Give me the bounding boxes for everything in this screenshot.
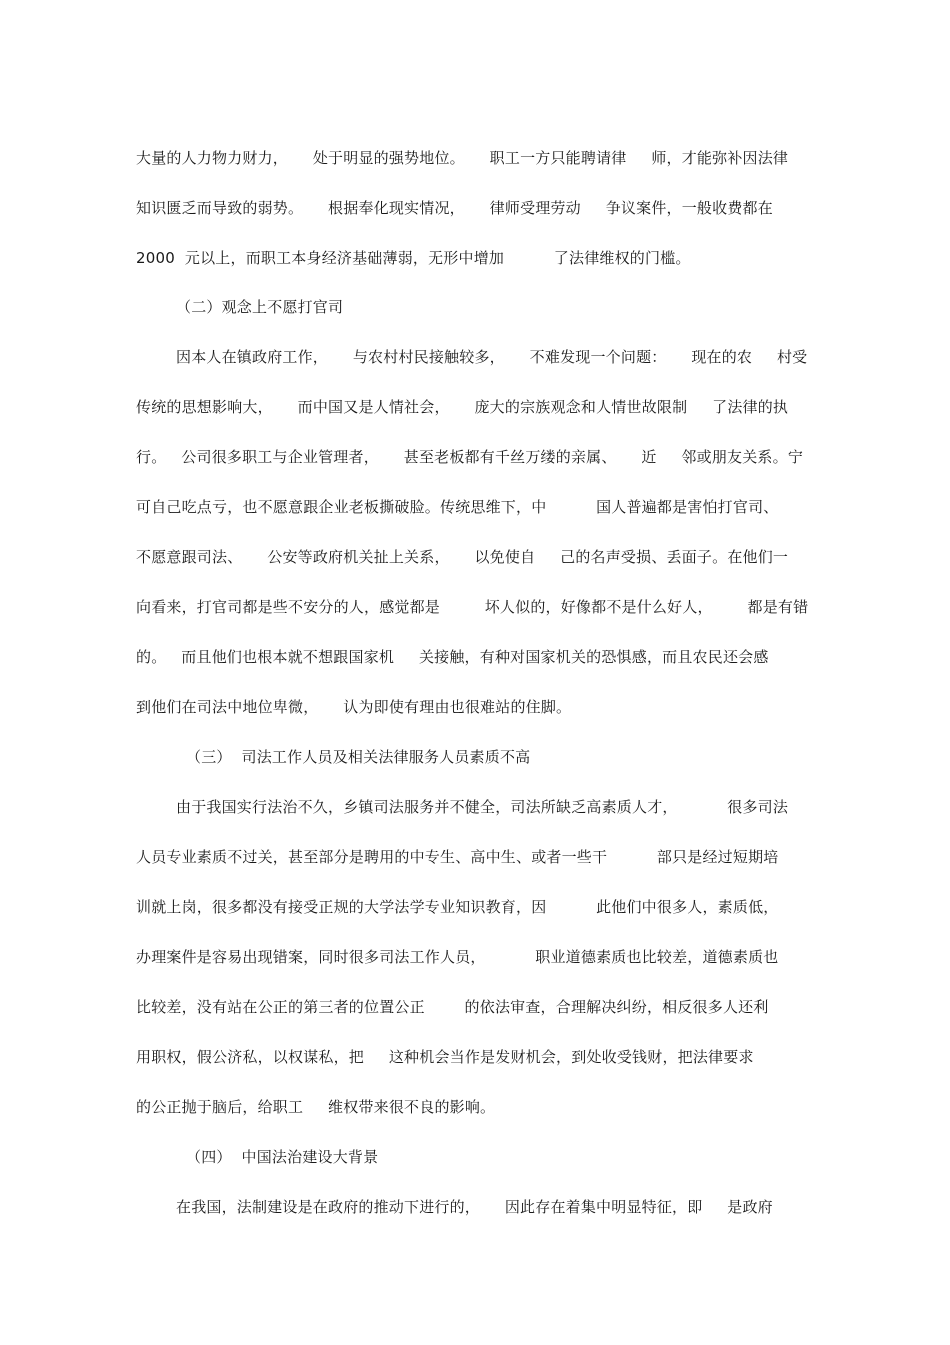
text-line: 向看来，打官司都是些不安分的人，感觉都是 坏人似的，好像都不是什么好人， 都是有错 <box>136 598 809 616</box>
text-line: 传统的思想影响大， 而中国又是人情社会， 庞大的宗族观念和人情世故限制 了法律的执 <box>136 398 789 416</box>
section-heading: （三） 司法工作人员及相关法律服务人员素质不高 <box>186 748 531 766</box>
text-line: 训就上岗，很多都没有接受正规的大学法学专业知识教育，因 此他们中很多人，素质低， <box>136 898 779 916</box>
section-heading: （四） 中国法治建设大背景 <box>186 1148 379 1166</box>
section-heading: （二）观念上不愿打官司 <box>176 298 344 316</box>
text-line: 2000 元以上，而职工本身经济基础薄弱，无形中增加 了法律维权的门槛。 <box>136 249 691 267</box>
text-line: 比较差，没有站在公正的第三者的位置公正 的依法审查，合理解决纠纷，相反很多人还利 <box>136 998 769 1016</box>
text-line: 的。 而且他们也根本就不想跟国家机 关接触，有种对国家机关的恐惧感，而且农民还会感 <box>136 648 769 666</box>
text-line: 人员专业素质不过关，甚至部分是聘用的中专生、高中生、或者一些干 部只是经过短期培 <box>136 848 779 866</box>
text-line: 不愿意跟司法、 公安等政府机关扯上关系， 以免使自 己的名声受损、丢面子。在他们一 <box>136 548 789 566</box>
text-line: 办理案件是容易出现错案，同时很多司法工作人员， 职业道德素质也比较差，道德素质也 <box>136 948 779 966</box>
text-line: 由于我国实行法治不久，乡镇司法服务并不健全，司法所缺乏高素质人才， 很多司法 <box>176 798 789 816</box>
text-line: 在我国，法制建设是在政府的推动下进行的， 因此存在着集中明显特征，即 是政府 <box>176 1198 773 1216</box>
text-line: 大量的人力物力财力， 处于明显的强势地位。 职工一方只能聘请律 师，才能弥补因法律 <box>136 149 789 167</box>
text-line: 因本人在镇政府工作， 与农村村民接触较多， 不难发现一个问题： 现在的农 村受 <box>176 348 808 366</box>
text-line: 知识匮乏而导致的弱势。 根据奉化现实情况， 律师受理劳动 争议案件，一般收费都在 <box>136 199 773 217</box>
text-line: 可自己吃点亏，也不愿意跟企业老板撕破脸。传统思维下，中 国人普遍都是害怕打官司、 <box>136 498 779 516</box>
text-line: 用职权，假公济私，以权谋私，把 这种机会当作是发财机会，到处收受钱财，把法律要求 <box>136 1048 754 1066</box>
text-line: 到他们在司法中地位卑微， 认为即使有理由也很难站的住脚。 <box>136 698 572 716</box>
text-line: 的公正抛于脑后，给职工 维权带来很不良的影响。 <box>136 1098 496 1116</box>
text-line: 行。 公司很多职工与企业管理者， 甚至老板都有千丝万缕的亲属、 近 邻或朋友关系。宁 <box>136 448 804 466</box>
